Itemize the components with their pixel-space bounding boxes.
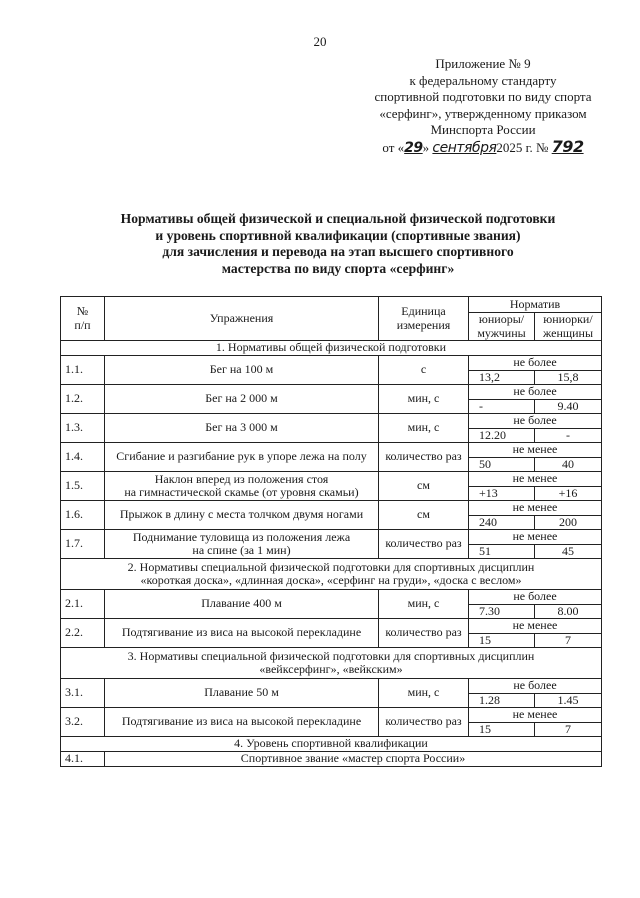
row-condition: не менее: [469, 501, 602, 516]
title-line: мастерства по виду спорта «серфинг»: [221, 260, 455, 276]
row-number: 3.2.: [61, 708, 105, 737]
row-exercise: Прыжок в длину с места толчком двумя ногами: [105, 501, 379, 530]
title-line: и уровень спортивной квалификации (спортивные звания): [155, 227, 521, 243]
row-exercise: Плавание 400 м: [105, 590, 379, 619]
row-number: 1.7.: [61, 530, 105, 559]
row-condition: не менее: [469, 443, 602, 458]
section-title: 4. Уровень спортивной квалификации: [61, 737, 602, 752]
table-row: [61, 679, 602, 694]
header-exercise: Упражнения: [105, 297, 379, 341]
section-row: [61, 341, 602, 356]
order-month-handwritten: сентября: [432, 139, 497, 156]
section-row: [61, 648, 602, 679]
value-women: 45: [535, 544, 602, 559]
row-unit: с: [379, 356, 469, 385]
table-body: [61, 341, 602, 767]
header-women: юниорки/ женщины: [535, 313, 602, 341]
row-exercise: Спортивное звание «мастер спорта России»: [105, 752, 602, 767]
row-exercise: Поднимание туловища из положения лежа на спине (за 1 мин): [105, 530, 379, 559]
row-exercise: Подтягивание из виса на высокой перекладине: [105, 619, 379, 648]
row-condition: не менее: [469, 530, 602, 545]
row-condition: не более: [469, 590, 602, 605]
table-row: [61, 385, 602, 400]
row-condition: не менее: [469, 619, 602, 634]
value-women: 15,8: [535, 370, 602, 385]
row-exercise: Наклон вперед из положения стоя на гимнастической скамье (от уровня скамьи): [105, 472, 379, 501]
value-women: +16: [535, 486, 602, 501]
value-women: 9.40: [535, 399, 602, 414]
table-row: [61, 443, 602, 458]
section-title: 2. Нормативы специальной физической подготовки для спортивных дисциплин «короткая доска», «длинная доска», «серфинг на груди», «доска с веслом»: [61, 559, 602, 590]
row-unit: количество раз: [379, 619, 469, 648]
section-title: 3. Нормативы специальной физической подготовки для спортивных дисциплин «вейксерфинг», «вейкским»: [61, 648, 602, 679]
appendix-block: [340, 56, 626, 156]
row-condition: не более: [469, 385, 602, 400]
row-unit: количество раз: [379, 708, 469, 737]
value-men: 13,2: [469, 370, 535, 385]
value-women: 1.45: [535, 693, 602, 708]
value-women: 40: [535, 457, 602, 472]
section-title: 1. Нормативы общей физической подготовки: [61, 341, 602, 356]
row-unit: мин, с: [379, 385, 469, 414]
row-unit: см: [379, 472, 469, 501]
appendix-line: «серфинг», утвержденному приказом: [379, 105, 587, 121]
row-number: 3.1.: [61, 679, 105, 708]
order-mid: »: [422, 139, 430, 155]
row-number: 1.5.: [61, 472, 105, 501]
table-row: [61, 356, 602, 371]
header-unit: Единица измерения: [379, 297, 469, 341]
row-exercise: Подтягивание из виса на высокой перекладине: [105, 708, 379, 737]
value-women: 200: [535, 515, 602, 530]
header-norm: Норматив: [469, 297, 602, 313]
table-row: [61, 414, 602, 429]
row-exercise: Бег на 2 000 м: [105, 385, 379, 414]
order-year: 2025 г. №: [496, 139, 549, 155]
row-unit: мин, с: [379, 414, 469, 443]
row-number: 1.4.: [61, 443, 105, 472]
header-num: № п/п: [61, 297, 105, 341]
header-men: юниоры/ мужчины: [469, 313, 535, 341]
value-men: 51: [469, 544, 535, 559]
page-number: 20: [313, 34, 327, 49]
row-number: 4.1.: [61, 752, 105, 767]
row-condition: не более: [469, 414, 602, 429]
value-women: 8.00: [535, 604, 602, 619]
title-line: Нормативы общей физической и специальной физической подготовки: [120, 211, 556, 226]
row-unit: см: [379, 501, 469, 530]
row-condition: не менее: [469, 472, 602, 487]
table-row: [61, 472, 602, 487]
row-number: 1.3.: [61, 414, 105, 443]
value-men: 15: [469, 722, 535, 737]
table-row: [61, 708, 602, 723]
row-exercise: Бег на 3 000 м: [105, 414, 379, 443]
table-row: [61, 501, 602, 516]
row-number: 1.1.: [61, 356, 105, 385]
row-number: 1.2.: [61, 385, 105, 414]
section-row: [61, 559, 602, 590]
value-men: 7.30: [469, 604, 535, 619]
appendix-line: Приложение № 9: [435, 56, 531, 71]
row-unit: мин, с: [379, 590, 469, 619]
table-row: [61, 590, 602, 605]
value-women: 7: [535, 722, 602, 737]
appendix-line: спортивной подготовки по виду спорта: [374, 89, 592, 104]
row-exercise: Бег на 100 м: [105, 356, 379, 385]
appendix-line: Минспорта России: [430, 122, 536, 137]
norms-table: [60, 296, 602, 767]
row-unit: количество раз: [379, 443, 469, 472]
value-men: 12.20: [469, 428, 535, 443]
value-men: +13: [469, 486, 535, 501]
order-date-line: [340, 136, 626, 157]
value-men: 240: [469, 515, 535, 530]
order-day-handwritten: 29: [404, 139, 423, 156]
row-exercise: Сгибание и разгибание рук в упоре лежа на полу: [105, 443, 379, 472]
row-condition: не более: [469, 356, 602, 371]
order-number-handwritten: 792: [551, 136, 584, 156]
table-row: [61, 619, 602, 634]
appendix-line: к федеральному стандарту: [409, 72, 557, 88]
row-number: 1.6.: [61, 501, 105, 530]
order-prefix: от «: [382, 139, 405, 155]
row-exercise: Плавание 50 м: [105, 679, 379, 708]
value-men: 1.28: [469, 693, 535, 708]
row-condition: не менее: [469, 708, 602, 723]
title-line: для зачисления и перевода на этап высшего спортивного: [162, 244, 514, 259]
value-men: 50: [469, 457, 535, 472]
document-title: [60, 211, 616, 277]
value-men: -: [469, 399, 535, 414]
row-condition: не более: [469, 679, 602, 694]
row-number: 2.2.: [61, 619, 105, 648]
table-row: [61, 530, 602, 545]
row-unit: количество раз: [379, 530, 469, 559]
section-row: [61, 737, 602, 752]
row-unit: мин, с: [379, 679, 469, 708]
table-row: [61, 752, 602, 767]
value-women: -: [535, 428, 602, 443]
value-women: 7: [535, 633, 602, 648]
value-men: 15: [469, 633, 535, 648]
row-number: 2.1.: [61, 590, 105, 619]
